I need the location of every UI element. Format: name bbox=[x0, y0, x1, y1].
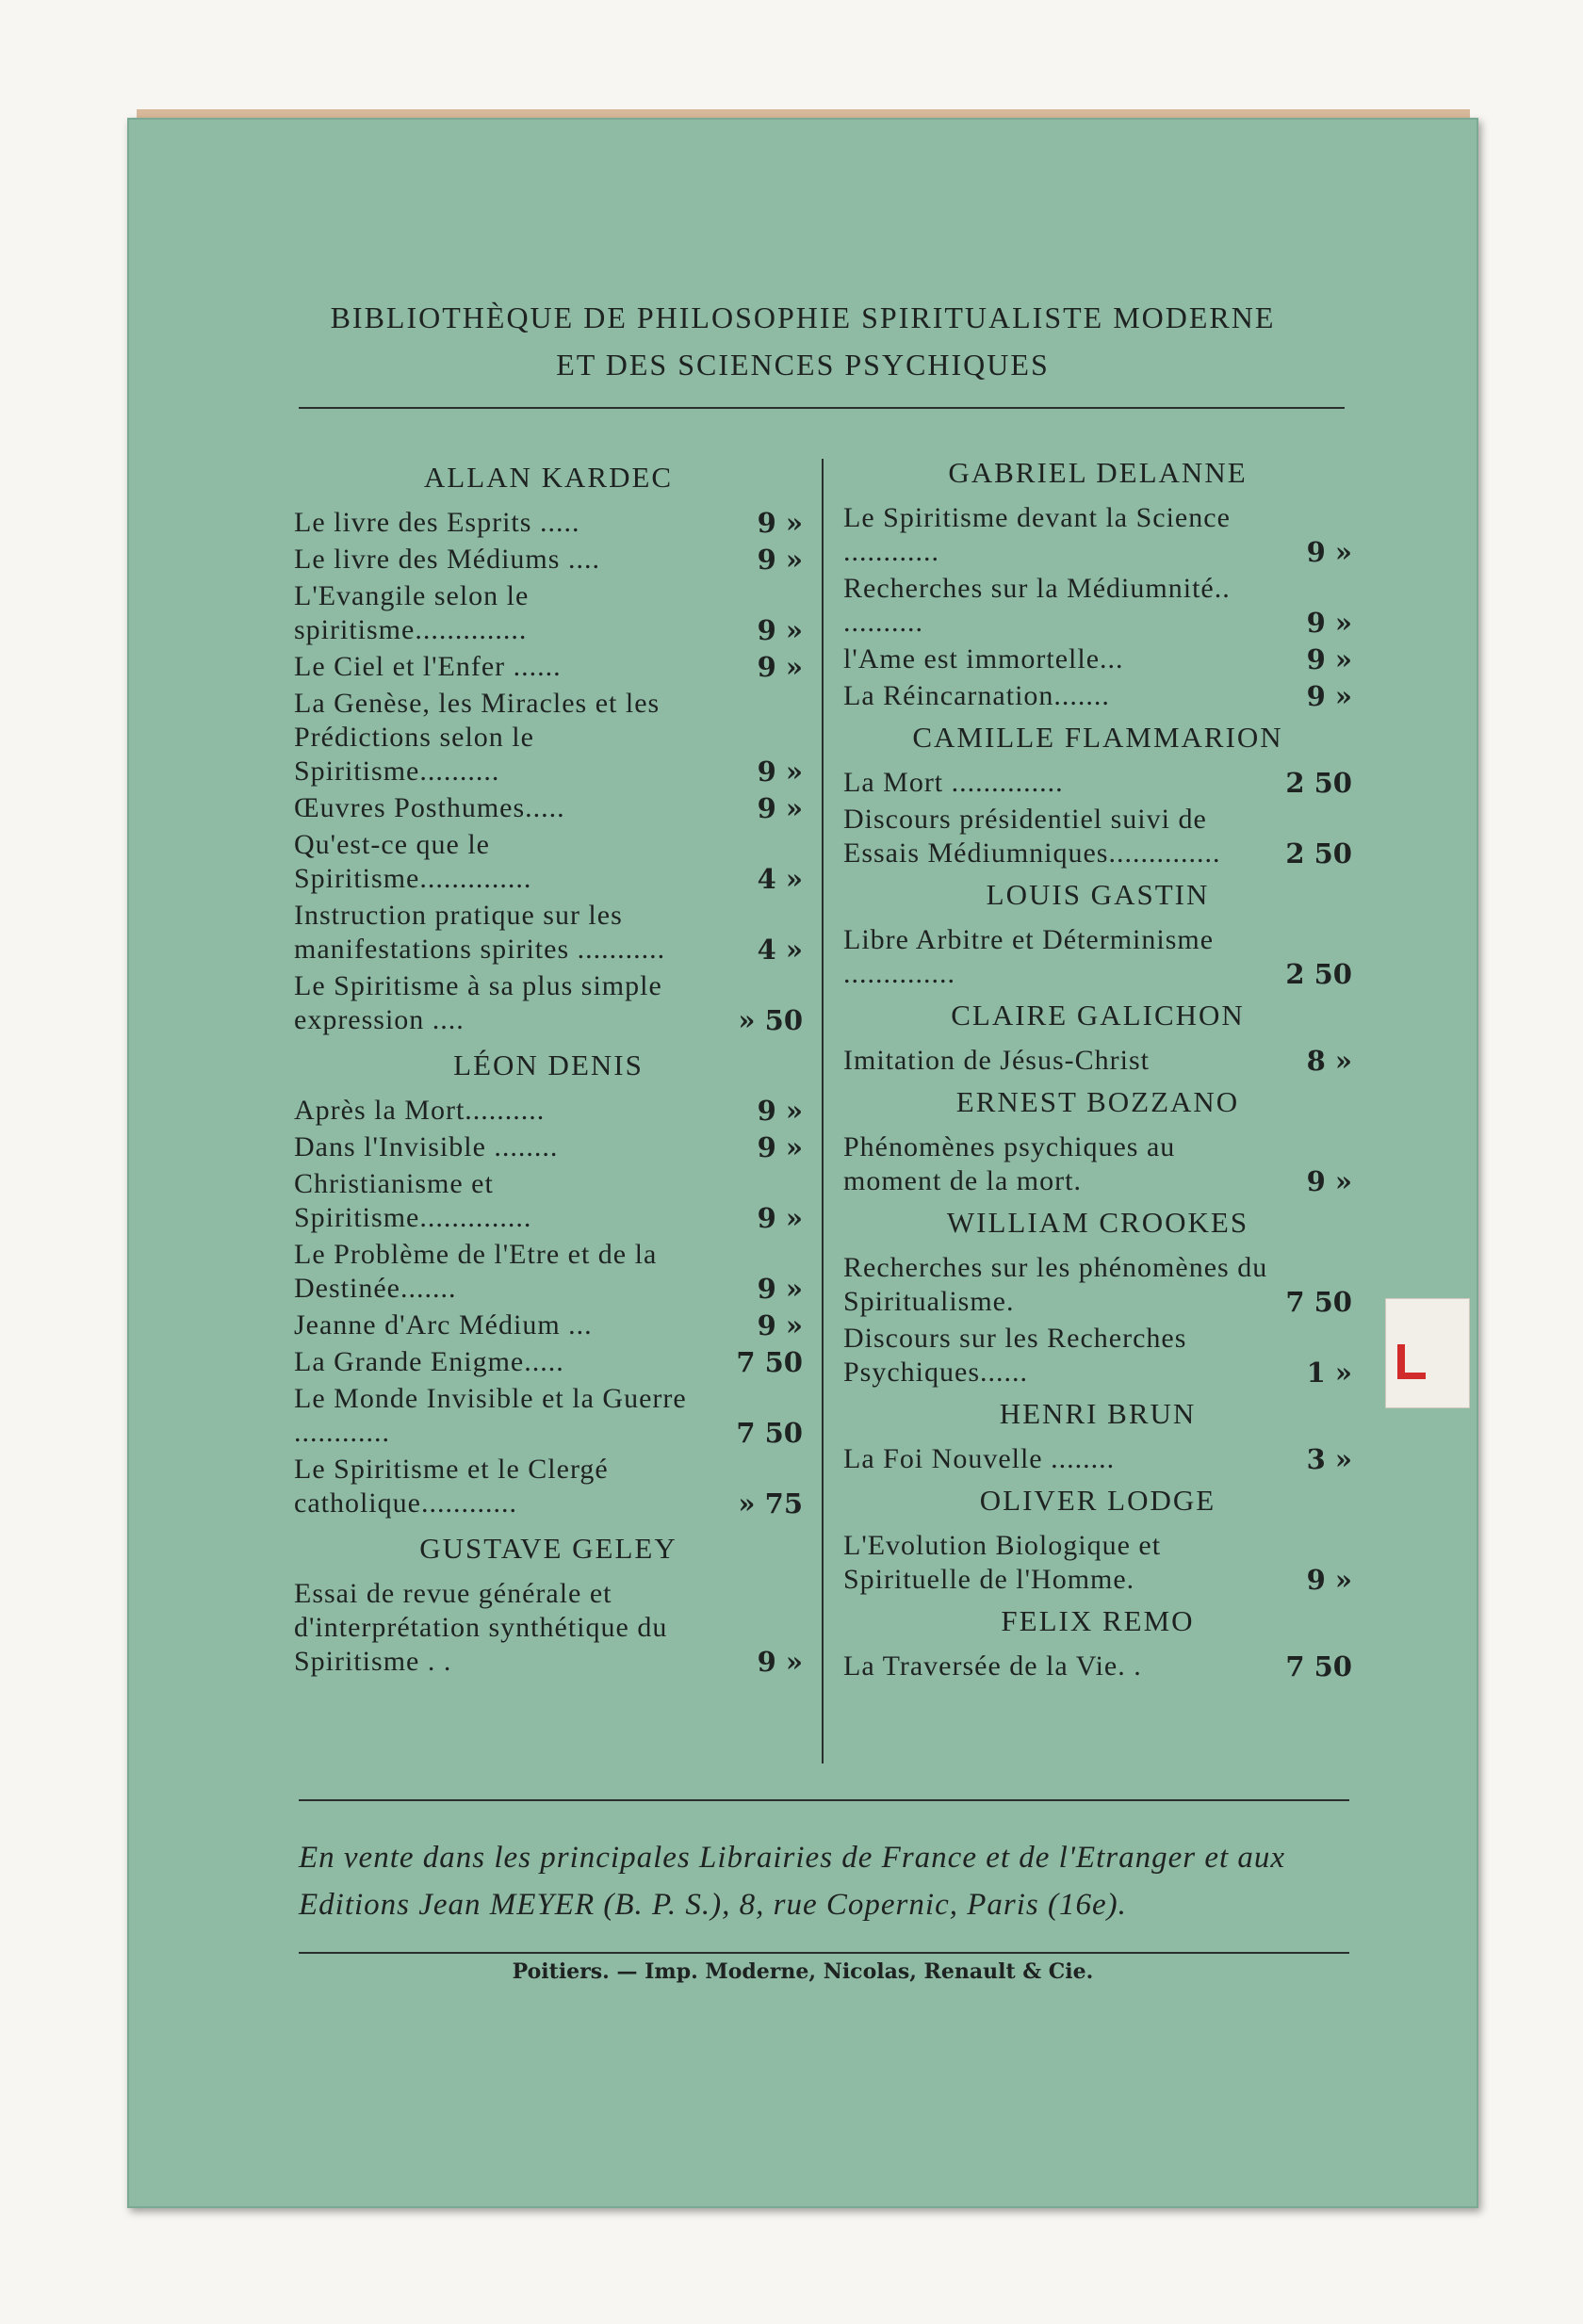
book-title: L'Evolution Biologique et Spirituelle de l'Homme. bbox=[843, 1530, 1162, 1595]
book-title: Recherches sur les phénomènes du Spiritualisme. bbox=[843, 1252, 1268, 1317]
series-title-line-1: BIBLIOTHÈQUE DE PHILOSOPHIE SPIRITUALISTE MODERNE bbox=[330, 301, 1276, 334]
book-entry bbox=[294, 1238, 803, 1306]
book-entry bbox=[843, 1044, 1352, 1078]
book-price: 8 » bbox=[1306, 1045, 1352, 1077]
book-entry bbox=[843, 572, 1352, 640]
book-price: 9 » bbox=[757, 792, 803, 824]
book-price: » 75 bbox=[738, 1487, 803, 1520]
book-entry bbox=[843, 923, 1352, 991]
book-entry bbox=[294, 1167, 803, 1235]
book-title: Phénomènes psychiques au moment de la mort. bbox=[843, 1131, 1176, 1196]
book-entry bbox=[294, 828, 803, 896]
author-name: WILLIAM CROOKES bbox=[946, 1206, 1249, 1239]
book-price: 9 » bbox=[757, 1095, 803, 1127]
book-title: Le Monde Invisible et la Guerre ............ bbox=[294, 1383, 687, 1448]
book-title: La Traversée de la Vie. . bbox=[843, 1650, 1142, 1682]
book-price: » 50 bbox=[738, 1004, 803, 1036]
book-entry bbox=[294, 969, 803, 1037]
book-title: Qu'est-ce que le Spiritisme.............. bbox=[294, 829, 532, 894]
book-price: 9 » bbox=[1306, 1165, 1352, 1197]
book-price: 9 » bbox=[1306, 607, 1352, 639]
library-label-sticker bbox=[1385, 1298, 1470, 1408]
book-title: Le Ciel et l'Enfer ...... bbox=[294, 651, 562, 682]
author-group bbox=[843, 1085, 1352, 1198]
bottom-divider bbox=[299, 1799, 1349, 1801]
book-title: Le livre des Médiums .... bbox=[294, 544, 600, 575]
book-price: 9 » bbox=[1306, 536, 1352, 568]
book-price: 4 » bbox=[757, 863, 803, 895]
printer-divider bbox=[299, 1952, 1349, 1954]
book-title: La Mort .............. bbox=[843, 767, 1064, 798]
book-title: Imitation de Jésus-Christ bbox=[843, 1045, 1150, 1076]
book-title: Discours sur les Recherches Psychiques...... bbox=[843, 1323, 1187, 1388]
author-group bbox=[843, 456, 1352, 713]
book-title: Essai de revue générale et d'interprétation synthétique du Spiritisme . . bbox=[294, 1578, 668, 1677]
book-entry bbox=[843, 501, 1352, 569]
book-entry bbox=[843, 766, 1352, 800]
book-entry bbox=[294, 687, 803, 788]
book-title: Christianisme et Spiritisme.............. bbox=[294, 1168, 532, 1233]
author-group bbox=[294, 1048, 803, 1520]
author-name: HENRI BRUN bbox=[999, 1397, 1197, 1430]
sticker-mark bbox=[1397, 1373, 1426, 1379]
book-price: 2 50 bbox=[1285, 767, 1352, 799]
book-price: 9 » bbox=[757, 1202, 803, 1234]
author-group bbox=[294, 461, 803, 1037]
book-price: 7 50 bbox=[736, 1417, 803, 1449]
author-name: OLIVER LODGE bbox=[979, 1484, 1216, 1517]
author-group bbox=[843, 1206, 1352, 1390]
book-entry bbox=[294, 1577, 803, 1679]
column-divider bbox=[822, 459, 824, 1763]
book-entry bbox=[294, 1130, 803, 1164]
book-entry bbox=[294, 1308, 803, 1342]
book-price: 3 » bbox=[1306, 1443, 1352, 1475]
author-group bbox=[843, 878, 1352, 991]
top-divider bbox=[299, 407, 1345, 409]
book-title: Discours présidentiel suivi de Essais Médiumniques.............. bbox=[843, 804, 1221, 869]
book-title: Le Problème de l'Etre et de la Destinée....... bbox=[294, 1239, 658, 1304]
book-title: La Foi Nouvelle ........ bbox=[843, 1443, 1116, 1474]
book-title: Dans l'Invisible ........ bbox=[294, 1131, 559, 1162]
book-entry bbox=[843, 1322, 1352, 1390]
book-price: 9 » bbox=[757, 1273, 803, 1305]
book-entry bbox=[843, 1130, 1352, 1198]
book-entry bbox=[843, 679, 1352, 713]
author-name: ERNEST BOZZANO bbox=[955, 1085, 1240, 1118]
book-price: 9 » bbox=[757, 756, 803, 788]
author-group bbox=[843, 1604, 1352, 1683]
book-entry bbox=[843, 1650, 1352, 1683]
book-entry bbox=[294, 1382, 803, 1450]
book-price: 9 » bbox=[757, 544, 803, 576]
book-price: 2 50 bbox=[1285, 837, 1352, 869]
book-price: 9 » bbox=[757, 614, 803, 646]
series-header bbox=[129, 294, 1477, 388]
book-price: 2 50 bbox=[1285, 958, 1352, 990]
book-back-cover bbox=[127, 118, 1478, 2208]
book-entry bbox=[843, 642, 1352, 676]
book-title: Le Spiritisme et le Clergé catholique............ bbox=[294, 1454, 609, 1519]
book-entry bbox=[294, 1094, 803, 1128]
author-name: GABRIEL DELANNE bbox=[948, 456, 1248, 489]
book-price: 9 » bbox=[757, 1646, 803, 1678]
author-name: CAMILLE FLAMMARION bbox=[912, 721, 1283, 754]
book-price: 9 » bbox=[1306, 1564, 1352, 1596]
book-price: 9 » bbox=[757, 1131, 803, 1163]
book-entry bbox=[294, 1345, 803, 1379]
author-name: CLAIRE GALICHON bbox=[951, 999, 1245, 1032]
right-column bbox=[843, 454, 1352, 1686]
book-price: 1 » bbox=[1306, 1357, 1352, 1389]
book-entry bbox=[843, 1251, 1352, 1319]
book-title: Le livre des Esprits ..... bbox=[294, 507, 580, 538]
book-title: Jeanne d'Arc Médium ... bbox=[294, 1309, 593, 1341]
book-price: 4 » bbox=[757, 934, 803, 966]
book-price: 9 » bbox=[757, 651, 803, 683]
book-title: Instruction pratique sur les manifestations spirites ........... bbox=[294, 900, 666, 965]
book-title: Après la Mort.......... bbox=[294, 1095, 546, 1126]
book-entry bbox=[294, 899, 803, 967]
book-title: Le Spiritisme à sa plus simple expression .... bbox=[294, 970, 662, 1035]
book-price: 7 50 bbox=[736, 1346, 803, 1378]
book-price: 7 50 bbox=[1285, 1650, 1352, 1682]
book-entry bbox=[294, 579, 803, 647]
book-price: 9 » bbox=[1306, 680, 1352, 712]
book-title: Œuvres Posthumes..... bbox=[294, 792, 565, 823]
book-entry bbox=[843, 1529, 1352, 1597]
book-price: 9 » bbox=[757, 507, 803, 539]
author-name: FELIX REMO bbox=[1001, 1604, 1195, 1637]
book-title: Recherches sur la Médiumnité.. .......... bbox=[843, 573, 1231, 638]
author-group bbox=[843, 721, 1352, 870]
author-name: LOUIS GASTIN bbox=[986, 878, 1210, 911]
series-title-line-2: ET DES SCIENCES PSYCHIQUES bbox=[556, 348, 1050, 382]
book-entry bbox=[294, 506, 803, 540]
book-title: Libre Arbitre et Déterminisme .............. bbox=[843, 924, 1215, 989]
book-title: L'Evangile selon le spiritisme.............. bbox=[294, 580, 530, 645]
author-name: LÉON DENIS bbox=[453, 1048, 644, 1081]
author-group bbox=[843, 1397, 1352, 1476]
left-column bbox=[294, 459, 803, 1682]
book-entry bbox=[294, 1453, 803, 1520]
book-entry bbox=[294, 650, 803, 684]
author-name: GUSTAVE GELEY bbox=[419, 1532, 677, 1565]
book-price: 9 » bbox=[1306, 643, 1352, 675]
book-entry bbox=[843, 1442, 1352, 1476]
sales-notice: En vente dans les principales Librairies de France et de l'Etranger et aux Editions Jean MEYER (B. P. S.), 8, rue Copernic, Paris (16e). bbox=[299, 1841, 1286, 1922]
book-price: 7 50 bbox=[1285, 1286, 1352, 1318]
book-title: La Grande Enigme..... bbox=[294, 1346, 564, 1377]
printer-credit: Poitiers. — Imp. Moderne, Nicolas, Renault & Cie. bbox=[512, 1959, 1094, 1984]
book-entry bbox=[843, 803, 1352, 870]
author-group bbox=[843, 1484, 1352, 1597]
author-group bbox=[294, 1532, 803, 1679]
book-title: l'Ame est immortelle... bbox=[843, 643, 1124, 674]
book-entry bbox=[294, 791, 803, 825]
author-group bbox=[843, 999, 1352, 1078]
book-title: La Réincarnation....... bbox=[843, 680, 1110, 711]
book-price: 9 » bbox=[757, 1309, 803, 1341]
author-name: ALLAN KARDEC bbox=[423, 461, 674, 494]
book-title: Le Spiritisme devant la Science ............ bbox=[843, 502, 1231, 567]
book-title: La Genèse, les Miracles et les Prédictions selon le Spiritisme.......... bbox=[294, 688, 661, 787]
book-entry bbox=[294, 543, 803, 577]
